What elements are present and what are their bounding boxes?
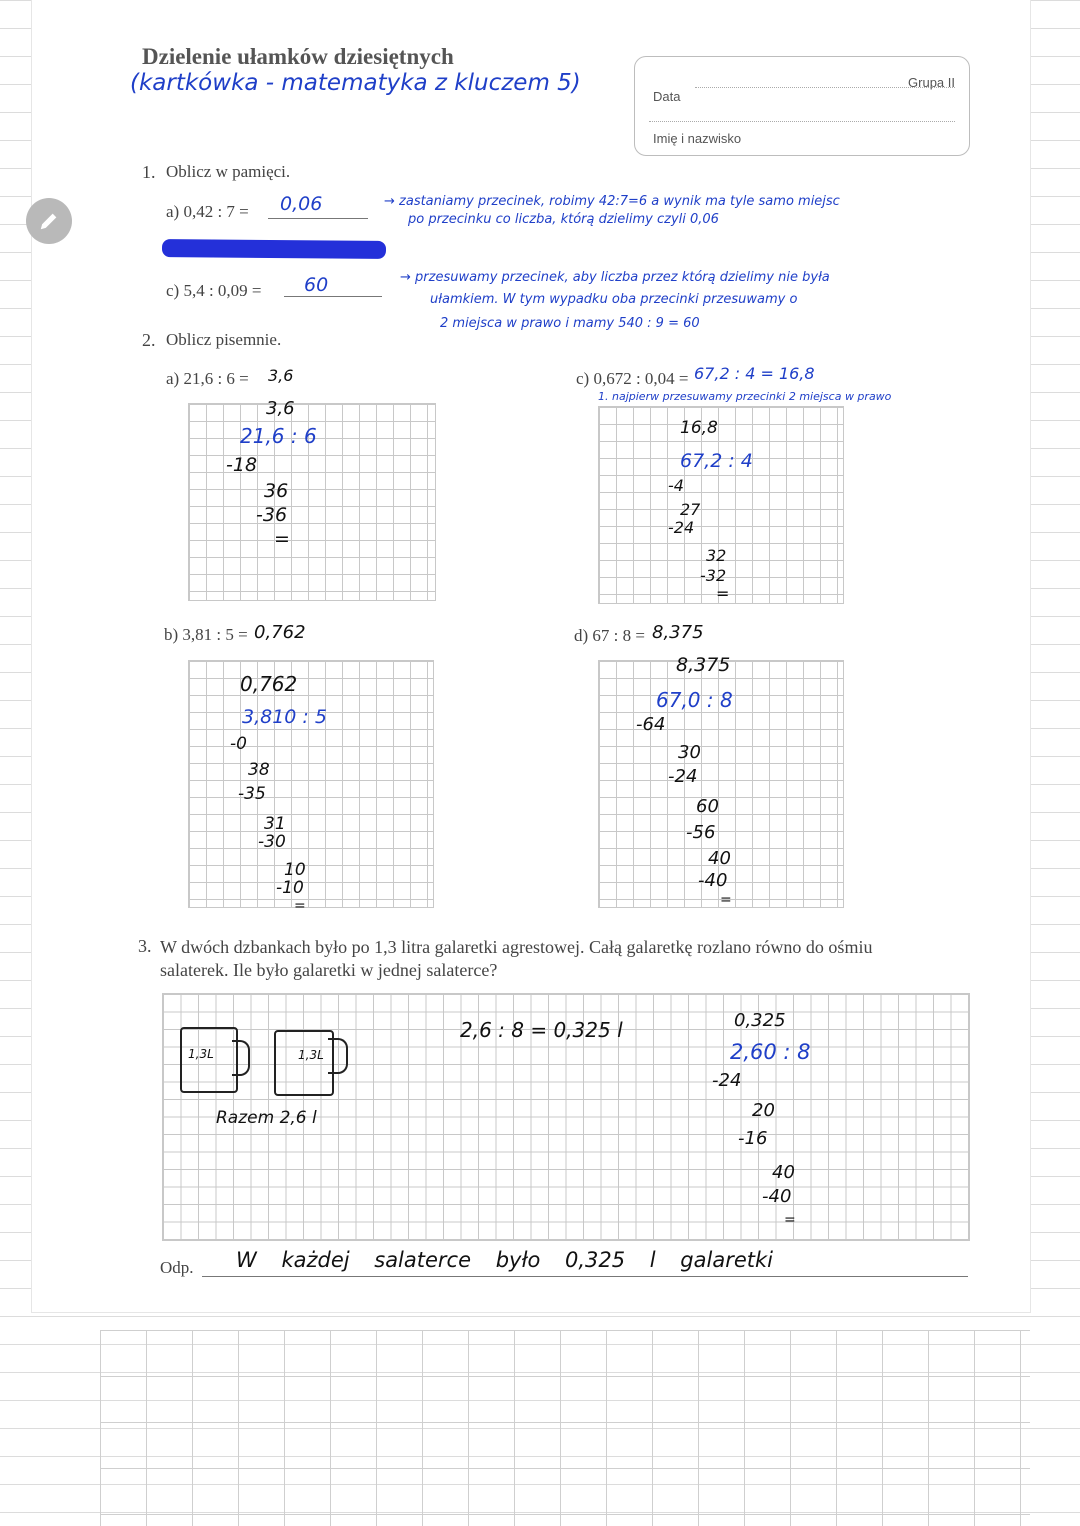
q3-work-step3: -16 bbox=[738, 1128, 768, 1149]
q2a-work-dividend: 21,6 : 6 bbox=[240, 424, 317, 448]
q2c-work-quotient: 16,8 bbox=[680, 418, 718, 438]
jug-1-label: 1,3L bbox=[188, 1047, 214, 1061]
student-info-box bbox=[634, 56, 970, 156]
q3-text bbox=[160, 936, 980, 982]
q3-work-step1: -24 bbox=[712, 1070, 742, 1091]
q2d-work-step2: 30 bbox=[678, 742, 701, 763]
q2a-answer: 3,6 bbox=[268, 366, 294, 385]
q1c-note-1: → przesuwamy przecinek, aby liczba przez którą dzielimy nie była bbox=[400, 270, 830, 285]
q1c-note-3: 2 miejsca w prawo i mamy 540 : 9 = 60 bbox=[440, 316, 700, 331]
q2d-work-step3: -24 bbox=[668, 766, 698, 787]
q2d-work-dividend: 67,0 : 8 bbox=[656, 688, 733, 712]
jug-2-label: 1,3L bbox=[298, 1048, 324, 1062]
edit-button[interactable] bbox=[26, 198, 72, 244]
q2d-answer: 8,375 bbox=[652, 622, 704, 643]
group-label: Grupa II bbox=[908, 75, 955, 90]
q1a-answer-line bbox=[268, 218, 368, 219]
q3-text-line1: W dwóch dzbankach było po 1,3 litra galaretki agrestowej. Całą galaretkę rozlano równo do ośmiu bbox=[160, 937, 873, 957]
q3-text-line2: salaterek. Ile było galaretki w jednej salaterce? bbox=[160, 960, 498, 980]
q2a-work-step1: -18 bbox=[226, 454, 258, 476]
q2d-work-end: = bbox=[720, 892, 732, 908]
jug-1 bbox=[180, 1027, 238, 1093]
q2b-grid bbox=[188, 660, 434, 908]
q2c-work-step4: 32 bbox=[706, 546, 727, 565]
jug-1-handle bbox=[232, 1040, 250, 1076]
q3-work-quotient: 0,325 bbox=[734, 1010, 786, 1031]
q3-work-step4: 40 bbox=[772, 1162, 795, 1183]
q1c-answer: 60 bbox=[304, 274, 329, 296]
scribbled-out-answer bbox=[162, 239, 386, 259]
q1a-note-2: po przecinku co liczba, którą dzielimy czyli 0,06 bbox=[408, 212, 719, 227]
q3-work-step2: 20 bbox=[752, 1100, 775, 1121]
q2c-work-step2: 27 bbox=[680, 500, 701, 519]
q2c-work-step1: -4 bbox=[668, 476, 684, 495]
q1c-note-2: ułamkiem. W tym wypadku oba przecinki przesuwamy o bbox=[430, 292, 798, 307]
q2b-work-step4: 31 bbox=[264, 814, 286, 834]
q2b-work-step3: -35 bbox=[238, 784, 266, 804]
q2d-label: d) 67 : 8 = bbox=[574, 626, 645, 645]
q2c-work-step5: -32 bbox=[700, 566, 727, 585]
q2d-work-step7: -40 bbox=[698, 870, 728, 891]
q3-total: Razem 2,6 l bbox=[216, 1108, 317, 1128]
q2b-work-step7: -10 bbox=[276, 878, 304, 898]
date-line bbox=[695, 87, 955, 88]
q2d-work-quotient: 8,375 bbox=[676, 654, 731, 676]
q2b-work-step2: 38 bbox=[248, 760, 270, 780]
q1c-answer-line bbox=[284, 296, 382, 297]
q2a-work-step3: -36 bbox=[256, 504, 288, 526]
q1-text: Oblicz w pamięci. bbox=[166, 162, 291, 181]
handwritten-subtitle: (kartkówka - matematyka z kluczem 5) bbox=[130, 70, 581, 96]
q1c-label: c) 5,4 : 0,09 = bbox=[166, 281, 262, 300]
q2b-work-end: = bbox=[294, 898, 306, 914]
q2b-label: b) 3,81 : 5 = bbox=[164, 625, 248, 644]
name-label: Imię i nazwisko bbox=[653, 131, 742, 146]
q2c-answer: 67,2 : 4 = 16,8 bbox=[694, 364, 815, 383]
q2c-work-dividend: 67,2 : 4 bbox=[680, 450, 753, 472]
q3-work-dividend: 2,60 : 8 bbox=[730, 1040, 811, 1064]
q2c-work-step3: -24 bbox=[668, 518, 695, 537]
q2b-work-dividend: 3,810 : 5 bbox=[242, 706, 327, 728]
q3-calc: 2,6 : 8 = 0,325 l bbox=[460, 1018, 623, 1042]
q2d-work-step5: -56 bbox=[686, 822, 716, 843]
q2b-work-step1: -0 bbox=[230, 734, 247, 754]
q2d-work-step1: -64 bbox=[636, 714, 666, 735]
jug-2 bbox=[274, 1030, 334, 1096]
odp-answer: W każdej salaterce było 0,325 l galaretki bbox=[236, 1248, 773, 1272]
page-title: Dzielenie ułamków dziesiętnych bbox=[142, 44, 454, 69]
q2a-work-step2: 36 bbox=[264, 480, 289, 502]
q2c-work-end: = bbox=[716, 584, 730, 603]
q2c-label: c) 0,672 : 0,04 = bbox=[576, 369, 689, 388]
q3-work-end: = bbox=[784, 1212, 796, 1228]
odp-label: Odp. bbox=[160, 1258, 194, 1277]
q3-number: 3. bbox=[138, 936, 152, 956]
background-grid bbox=[100, 1330, 1030, 1526]
q3-work-step5: -40 bbox=[762, 1186, 792, 1207]
divider-line bbox=[649, 121, 955, 122]
q2-text: Oblicz pisemnie. bbox=[166, 330, 282, 349]
pencil-icon bbox=[38, 210, 60, 232]
q2b-work-step6: 10 bbox=[284, 860, 306, 880]
q2d-work-step4: 60 bbox=[696, 796, 719, 817]
q2a-label: a) 21,6 : 6 = bbox=[166, 369, 249, 388]
q2d-work-step6: 40 bbox=[708, 848, 731, 869]
q2a-work-quotient: 3,6 bbox=[266, 398, 295, 419]
q2a-work-end: = bbox=[274, 528, 290, 550]
q1a-note-1: → zastaniamy przecinek, robimy 42:7=6 a wynik ma tyle samo miejsc bbox=[384, 194, 840, 209]
odp-answer-line bbox=[202, 1276, 968, 1277]
q2b-answer: 0,762 bbox=[254, 622, 306, 643]
q1a-answer: 0,06 bbox=[280, 193, 323, 215]
q2-number: 2. bbox=[142, 330, 156, 350]
q1a-label: a) 0,42 : 7 = bbox=[166, 202, 249, 221]
q2c-note: 1. najpierw przesuwamy przecinki 2 miejsca w prawo bbox=[598, 390, 892, 403]
q2b-work-step5: -30 bbox=[258, 832, 286, 852]
jug-2-handle bbox=[328, 1038, 348, 1074]
q2b-work-quotient: 0,762 bbox=[240, 672, 298, 696]
date-label: Data bbox=[653, 89, 681, 104]
q1-number: 1. bbox=[142, 162, 156, 182]
